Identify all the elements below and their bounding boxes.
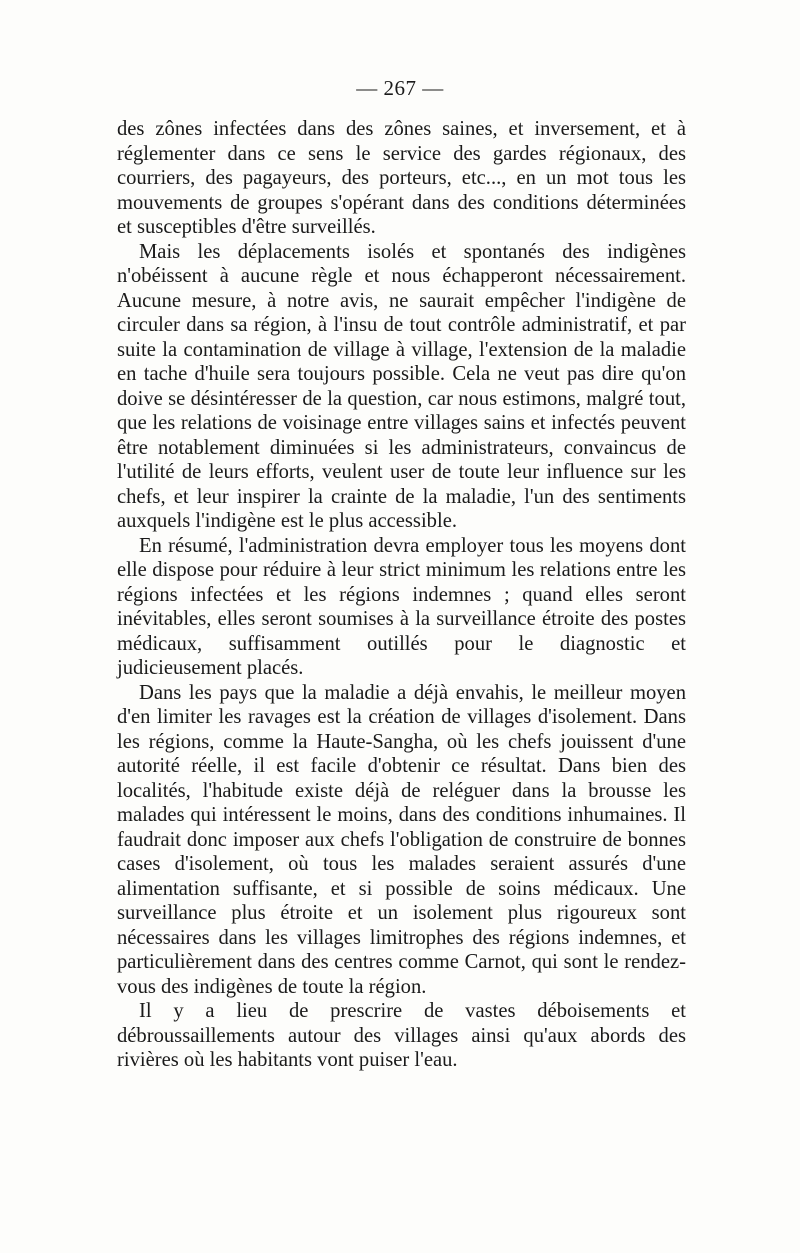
paragraph-summary: En résumé, l'administration devra employer tous les moyens dont elle dispose pour réduire à leur strict minimum les relations entre les régions infectées et les régions indemnes ; quand elles seront inévitables, elles seront soumises à la surveillance étroite des postes médicaux, suffisamment outillés pour le diagnostic et judicieusement placés. xyxy=(117,534,686,679)
paragraph-isolation-villages: Dans les pays que la maladie a déjà envahis, le meilleur moyen d'en limiter les ravages est la création de villages d'isolement. Dans les régions, comme la Haute-Sangha, où les chefs jouissent d'une autorité réelle, il est facile d'obtenir ce résultat. Dans bien des localités, l'habitude existe déjà de reléguer dans la brousse les malades qui intéressent le moins, dans des conditions inhumaines. Il faudrait donc imposer aux chefs l'obligation de construire de bonnes cases d'isolement, où tous les malades seraient assurés d'une alimentation suffisante, et si possible de soins médicaux. Une surveillance plus étroite et un isolement plus rigoureux sont nécessaires dans les villages limitrophes des régions indemnes, et particulièrement dans des centres comme Carnot, qui sont le rendez-vous des indigènes de toute la région. xyxy=(117,681,686,998)
paragraph-isolated-movements: Mais les déplacements isolés et spontanés des indigènes n'obéissent à aucune règle et nous échapperont nécessairement. Aucune mesure, à notre avis, ne saurait empêcher l'indigène de circuler dans sa région, à l'insu de tout contrôle administratif, et par suite la contamination de village à village, l'extension de la maladie en tache d'huile sera toujours possible. Cela ne veut pas dire qu'on doive se désintéresser de la question, car nous estimons, malgré tout, que les relations de voisinage entre villages sains et infectés peuvent être notablement diminuées si les administrateurs, convaincus de l'utilité de leurs efforts, veulent user de toute leur influence sur les chefs, et leur inspirer la crainte de la maladie, l'un des sentiments auxquels l'indigène est le plus accessible. xyxy=(117,240,686,532)
page-number: — 267 — xyxy=(356,76,444,100)
body-text xyxy=(117,117,686,1073)
paragraph-deforestation: Il y a lieu de prescrire de vastes déboisements et débroussaillements autour des villages ainsi qu'aux abords des rivières où les habitants vont puiser l'eau. xyxy=(117,1000,686,1071)
paragraph-continuation: des zônes infectées dans des zônes saines, et inversement, et à réglementer dans ce sens le service des gardes régionaux, des courriers, des pagayeurs, des porteurs, etc..., en un mot tous les mouvements de groupes s'opérant dans des conditions déterminées et susceptibles d'être surveillés. xyxy=(117,118,686,238)
